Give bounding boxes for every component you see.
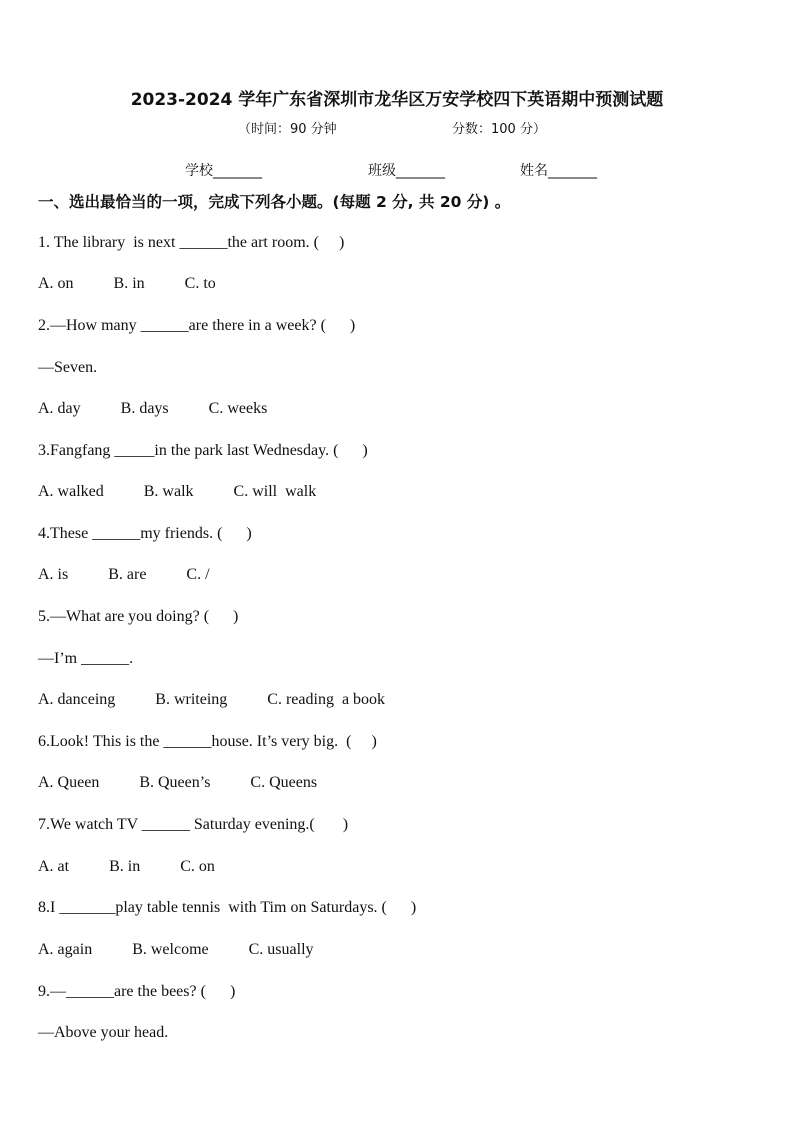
- time-info: （时间：90 分钟: [238, 122, 337, 137]
- options-line: A. walked B. walk C. will walk: [38, 483, 317, 500]
- answer-line: —Seven.: [38, 359, 98, 376]
- question-line: 2.—How many ______are there in a week? ( ): [38, 317, 356, 334]
- class-field: 班级_______: [368, 163, 445, 179]
- question-line: 3.Fangfang _____in the park last Wednesday. ( ): [38, 442, 368, 459]
- question-line: 6.Look! This is the ______house. It’s very big. ( ): [38, 733, 377, 750]
- page-title: 2023-2024 学年广东省深圳市龙华区万安学校四下英语期中预测试题: [130, 90, 664, 110]
- question-line: 9.—______are the bees? ( ): [38, 983, 236, 1000]
- options-line: A. day B. days C. weeks: [38, 400, 268, 417]
- options-line: A. on B. in C. to: [38, 275, 216, 292]
- score-info: 分数：100 分）: [452, 122, 546, 137]
- question-line: 7.We watch TV ______ Saturday evening.( ): [38, 816, 349, 833]
- options-line: A. danceing B. writeing C. reading a book: [38, 691, 386, 708]
- question-line: 8.I _______play table tennis with Tim on Saturdays. ( ): [38, 899, 417, 916]
- question-line: 1. The library is next ______the art room. ( ): [38, 234, 345, 251]
- question-line: 5.—What are you doing? ( ): [38, 608, 239, 625]
- name-field: 姓名_______: [520, 163, 597, 179]
- answer-line: —I’m ______.: [38, 650, 134, 667]
- options-line: A. at B. in C. on: [38, 858, 215, 875]
- options-line: A. is B. are C. /: [38, 566, 210, 583]
- answer-line: —Above your head.: [38, 1024, 169, 1041]
- school-field: 学校_______: [185, 163, 262, 179]
- section-heading: 一、选出最恰当的一项，完成下列各小题。(每题 2 分, 共 20 分) 。: [38, 193, 511, 211]
- question-line: 4.These ______my friends. ( ): [38, 525, 252, 542]
- options-line: A. Queen B. Queen’s C. Queens: [38, 774, 318, 791]
- options-line: A. again B. welcome C. usually: [38, 941, 314, 958]
